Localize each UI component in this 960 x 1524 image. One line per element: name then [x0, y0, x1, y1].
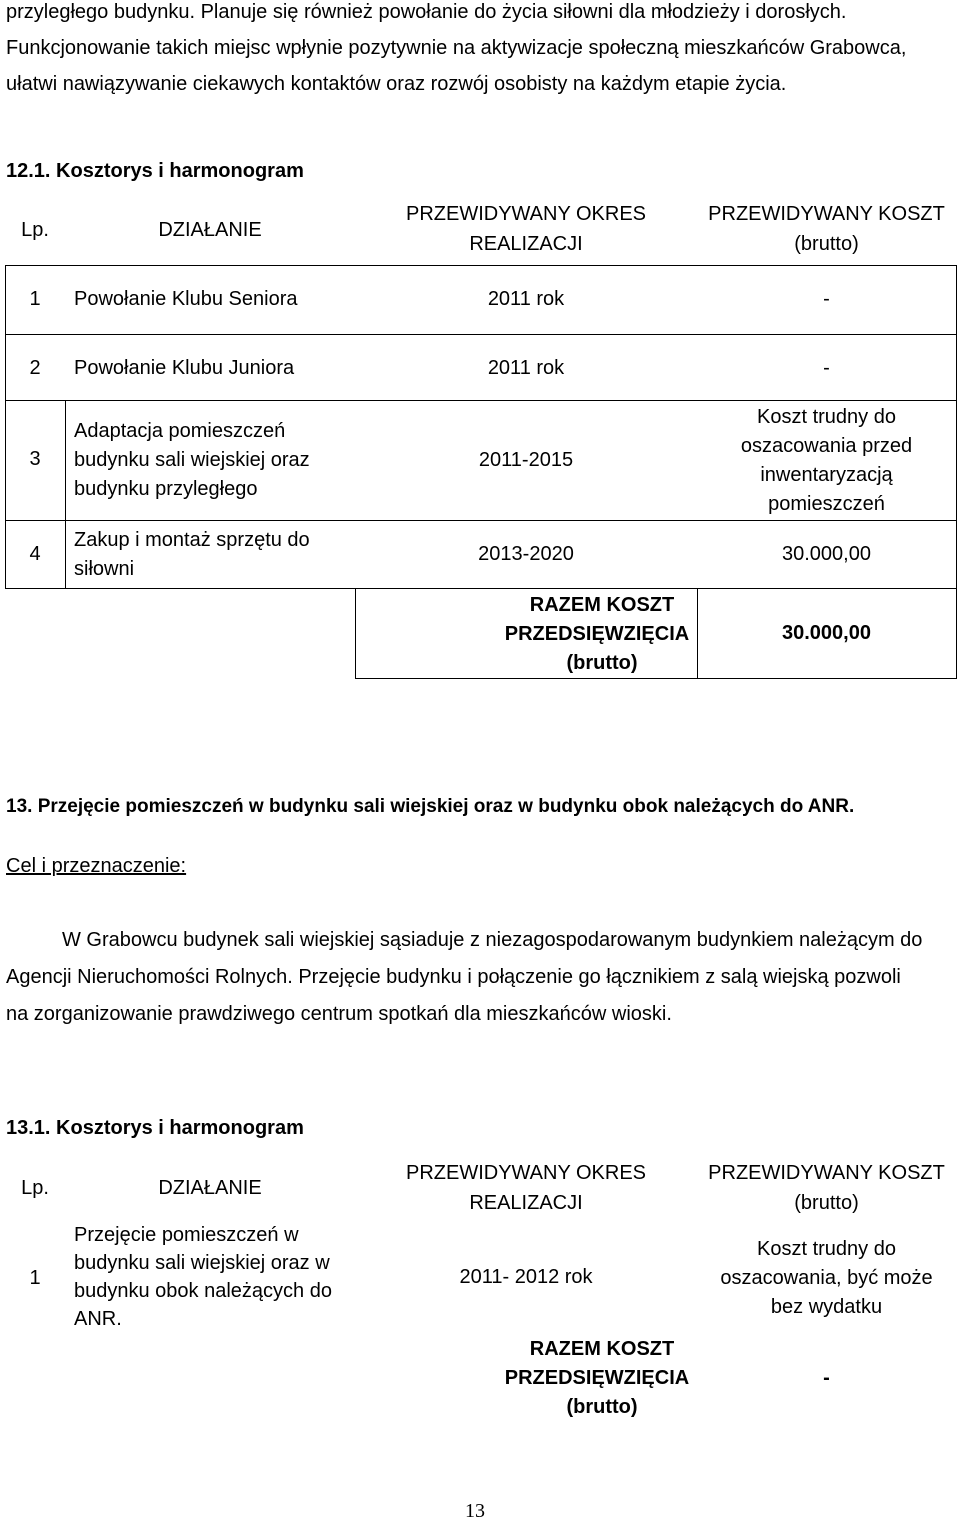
row-lp: 1 — [29, 1267, 41, 1289]
intro-line-1: przyległego budynku. Planuje się również powołanie do życia siłowni dla młodzieży i dorosłych. — [6, 1, 847, 23]
row-action: Adaptacja pomieszczeń — [74, 420, 286, 442]
section-heading-13: 13. Przejęcie pomieszczeń w budynku sali wiejskiej oraz w budynku obok należących do ANR. — [6, 796, 855, 817]
intro-line-3: ułatwi nawiązywanie ciekawych kontaktów oraz rozwój osobisty na każdym etapie życia. — [6, 73, 787, 95]
row-cost: Koszt trudny do — [757, 1238, 896, 1260]
table-rule — [5, 334, 957, 335]
row-action: ANR. — [74, 1308, 122, 1330]
row-period: 2011-2015 — [478, 449, 574, 471]
header-cost: (brutto) — [794, 1192, 859, 1214]
row-period: 2011 rok — [487, 288, 565, 310]
section-13-paragraph-line: W Grabowcu budynek sali wiejskiej sąsiaduje z niezagospodarowanym budynkiem należącym do — [62, 929, 923, 951]
row-cost: 30.000,00 — [782, 543, 871, 565]
total-label: (brutto) — [566, 1396, 638, 1418]
row-lp: 1 — [29, 288, 41, 310]
table-rule — [956, 265, 957, 678]
table-rule — [5, 588, 957, 589]
total-value: - — [823, 1367, 830, 1389]
row-period: 2011- 2012 rok — [459, 1266, 593, 1288]
row-action: Powołanie Klubu Juniora — [74, 357, 295, 379]
row-lp: 4 — [29, 543, 41, 565]
header-period: REALIZACJI — [469, 1192, 583, 1214]
table-rule — [5, 265, 957, 266]
section-13-paragraph-line: na zorganizowanie prawdziwego centrum spotkań dla mieszkańców wioski. — [6, 1003, 672, 1025]
table-rule — [65, 400, 66, 588]
row-lp: 3 — [29, 448, 41, 470]
page-number: 13 — [465, 1500, 485, 1522]
row-period: 2013-2020 — [478, 543, 574, 565]
total-label: RAZEM KOSZT — [529, 594, 675, 616]
table-rule — [355, 678, 957, 679]
table-rule — [5, 265, 6, 588]
header-cost: (brutto) — [794, 233, 859, 255]
section-heading-12-1: 12.1. Kosztorys i harmonogram — [6, 160, 304, 182]
total-label: (brutto) — [566, 652, 638, 674]
section-13-paragraph-line: Agencji Nieruchomości Rolnych. Przejęcie budynku i połączenie go łącznikiem z salą wiejską pozwoli — [6, 966, 901, 988]
row-cost: inwentaryzacją — [760, 464, 893, 486]
intro-line-2: Funkcjonowanie takich miejsc wpłynie pozytywnie na aktywizacje społeczną mieszkańców Grabowca, — [6, 37, 907, 59]
row-action: Powołanie Klubu Seniora — [74, 288, 298, 310]
goal-label: Cel i przeznaczenie: — [6, 855, 187, 877]
row-cost: oszacowania przed — [740, 435, 913, 457]
total-label: PRZEDSIĘWZIĘCIA — [504, 1367, 690, 1389]
row-cost: - — [823, 357, 830, 379]
row-lp: 2 — [29, 357, 41, 379]
row-action: siłowni — [74, 558, 135, 580]
row-cost: bez wydatku — [770, 1296, 883, 1318]
total-value: 30.000,00 — [782, 622, 871, 644]
section-heading-13-1: 13.1. Kosztorys i harmonogram — [6, 1117, 304, 1139]
header-period: REALIZACJI — [469, 233, 583, 255]
row-action: budynku sali wiejskiej oraz — [74, 449, 310, 471]
row-cost: - — [823, 288, 830, 310]
header-cost: PRZEWIDYWANY KOSZT — [708, 203, 945, 225]
row-action: Zakup i montaż sprzętu do — [74, 529, 310, 551]
row-cost: pomieszczeń — [768, 493, 885, 515]
row-period: 2011 rok — [487, 357, 565, 379]
total-label: RAZEM KOSZT — [529, 1338, 675, 1360]
header-period: PRZEWIDYWANY OKRES — [405, 1162, 647, 1184]
row-cost: oszacowania, być może — [720, 1267, 933, 1289]
header-lp: Lp. — [21, 219, 49, 241]
row-action: Przejęcie pomieszczeń w — [74, 1224, 299, 1246]
table-rule — [5, 520, 957, 521]
header-cost: PRZEWIDYWANY KOSZT — [708, 1162, 945, 1184]
row-action: budynku przyległego — [74, 478, 258, 500]
header-action: DZIAŁANIE — [158, 219, 262, 241]
row-action: budynku obok należących do — [74, 1280, 332, 1302]
header-action: DZIAŁANIE — [158, 1177, 262, 1199]
header-lp: Lp. — [21, 1177, 49, 1199]
row-action: budynku sali wiejskiej oraz w — [74, 1252, 330, 1274]
table-rule — [5, 400, 957, 401]
total-label: PRZEDSIĘWZIĘCIA — [504, 623, 690, 645]
row-cost: Koszt trudny do — [757, 406, 896, 428]
header-period: PRZEWIDYWANY OKRES — [405, 203, 647, 225]
